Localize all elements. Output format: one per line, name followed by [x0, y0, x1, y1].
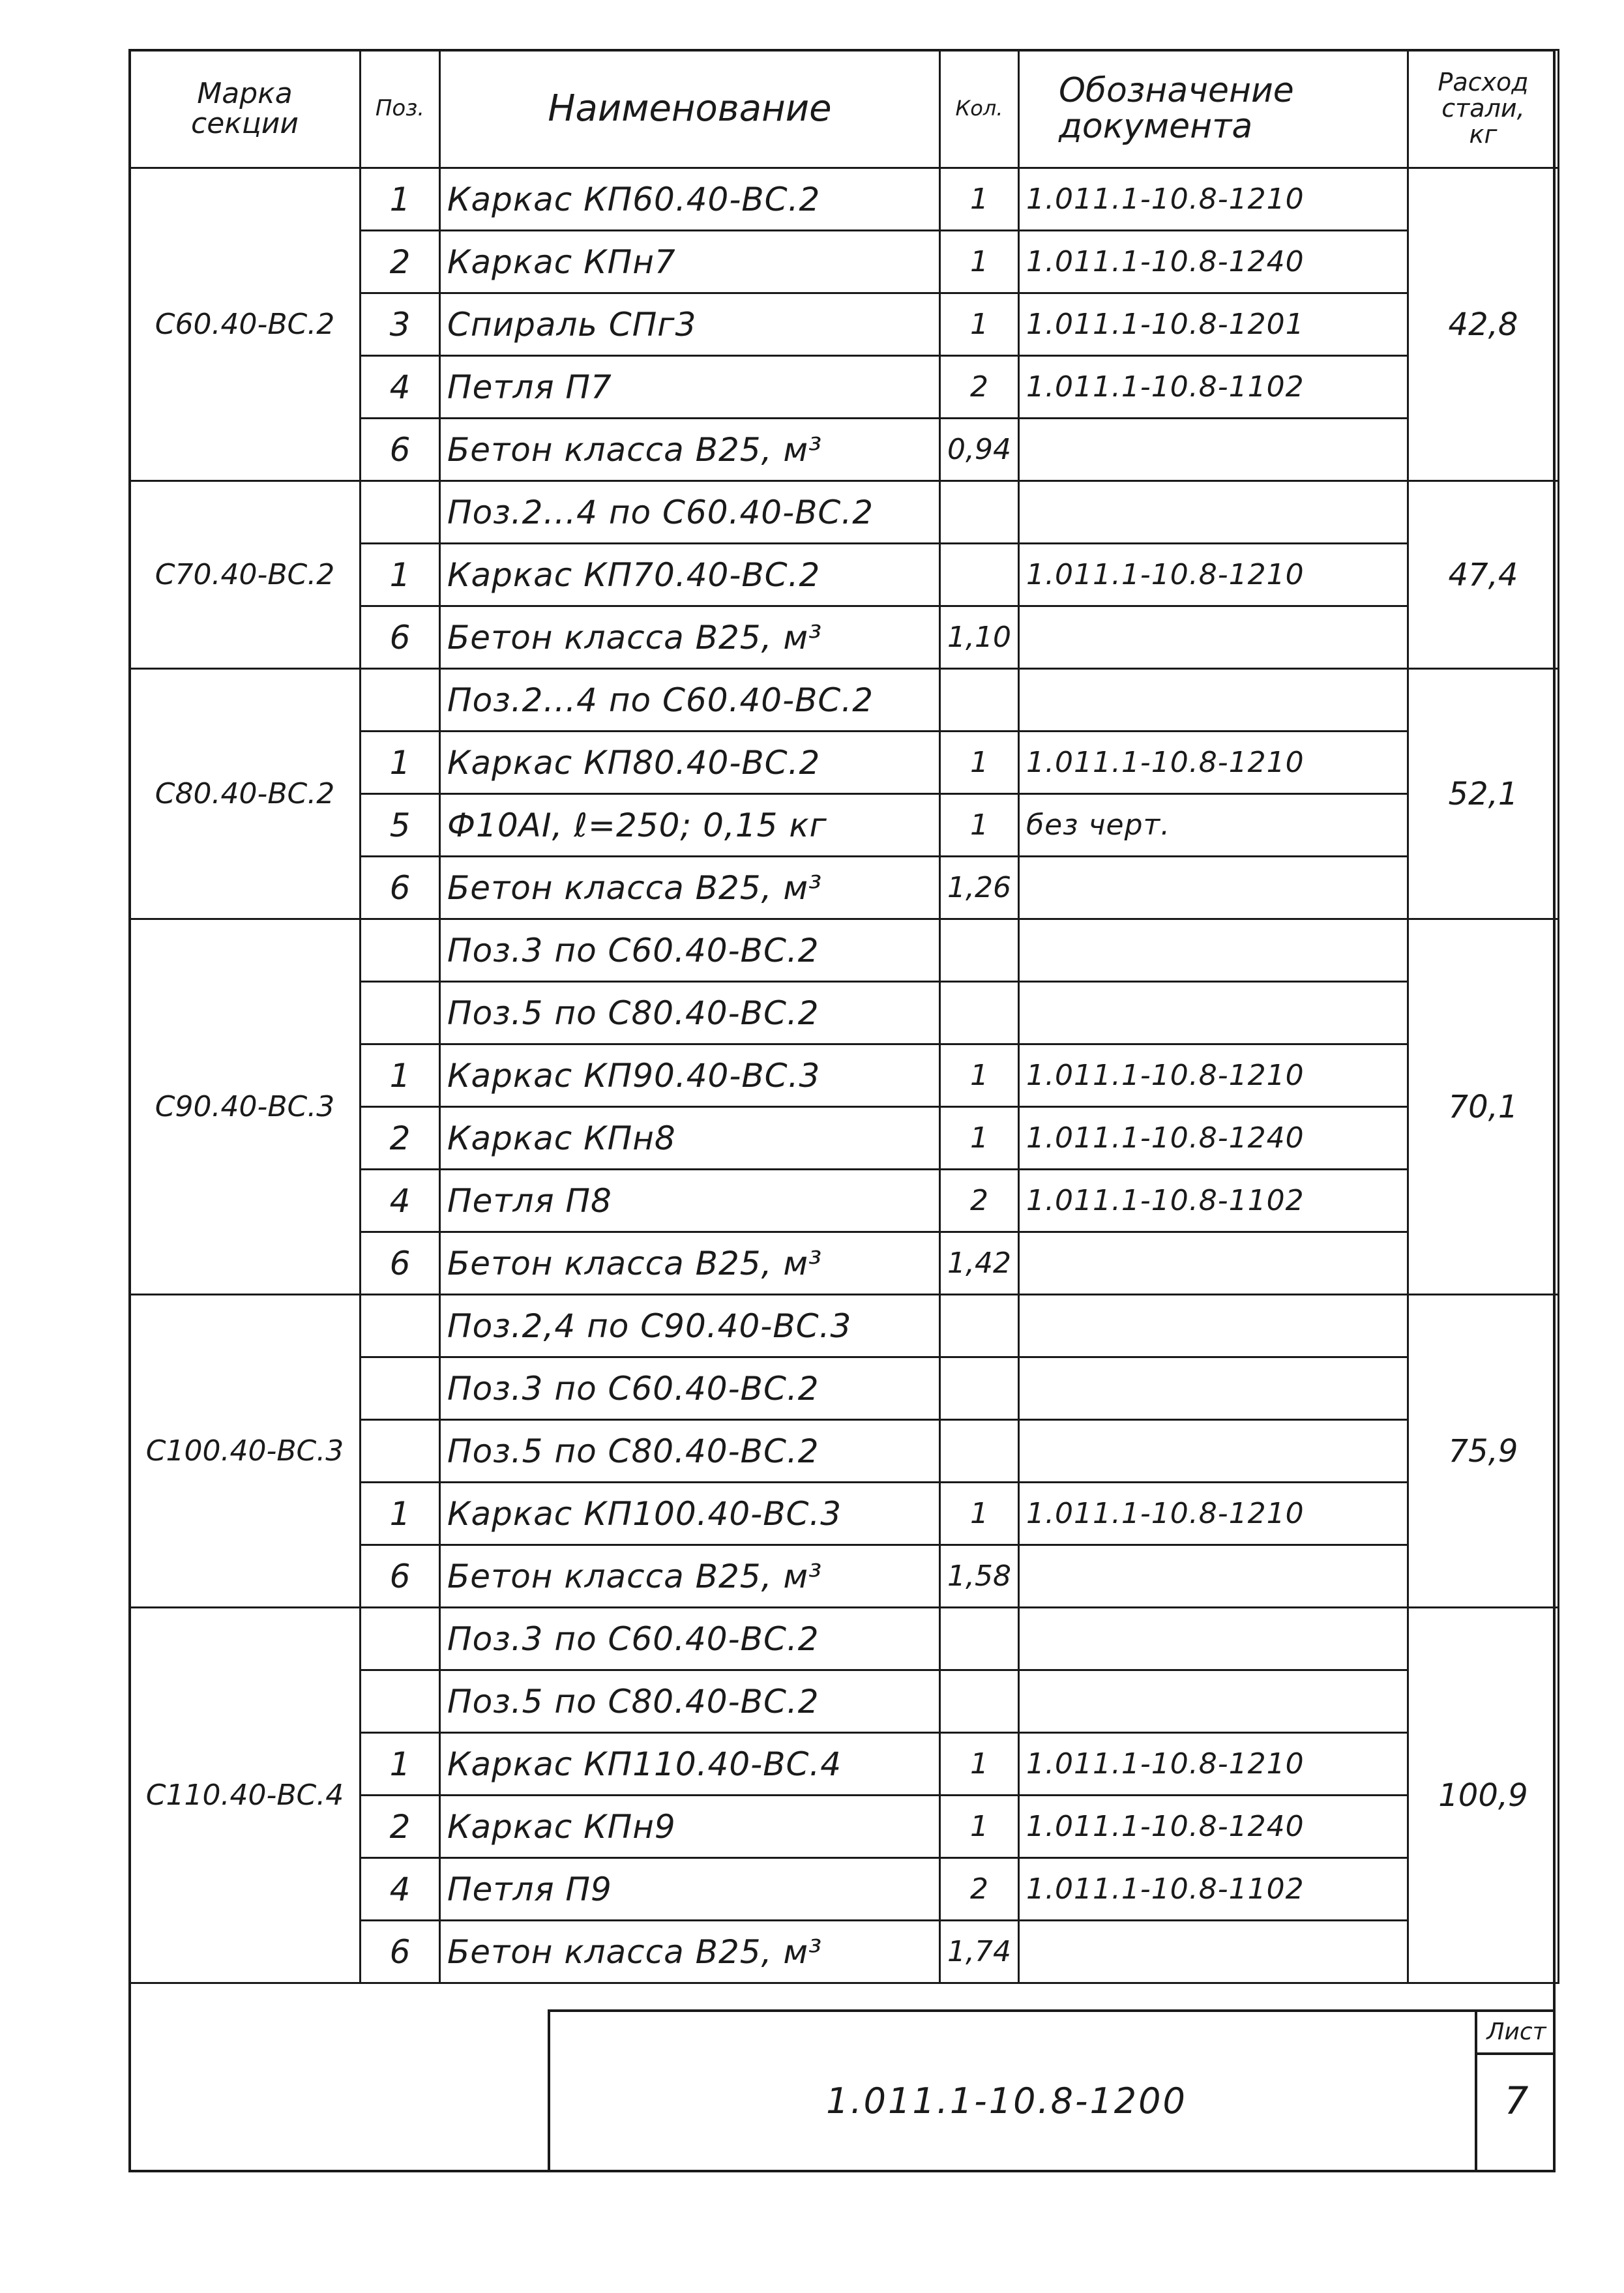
header-mark: Марка секции: [130, 50, 361, 168]
position-cell: 3: [361, 293, 440, 356]
position-cell: [361, 1608, 440, 1670]
document-cell: [1018, 481, 1408, 544]
position-cell: [361, 982, 440, 1044]
quantity-cell: 1,10: [940, 606, 1019, 669]
quantity-cell: [940, 669, 1019, 732]
quantity-cell: 1: [940, 794, 1019, 857]
quantity-cell: [940, 1295, 1019, 1357]
position-cell: 2: [361, 231, 440, 293]
steel-consumption: 100,9: [1408, 1608, 1558, 1983]
name-cell: Поз.5 по С80.40-ВС.2: [440, 982, 940, 1044]
quantity-cell: 1,26: [940, 857, 1019, 919]
name-cell: Поз.5 по С80.40-ВС.2: [440, 1420, 940, 1483]
name-cell: Бетон класса В25, м³: [440, 1545, 940, 1608]
quantity-cell: 1: [940, 1796, 1019, 1858]
name-cell: Бетон класса В25, м³: [440, 419, 940, 481]
quantity-cell: 1,42: [940, 1232, 1019, 1295]
name-cell: Поз.3 по С60.40-ВС.2: [440, 919, 940, 982]
quantity-cell: 1: [940, 293, 1019, 356]
steel-consumption: 52,1: [1408, 669, 1558, 919]
section-mark: С110.40-ВС.4: [130, 1608, 361, 1983]
position-cell: 1: [361, 544, 440, 606]
sheet-number: 7: [1504, 2078, 1529, 2123]
sheet-label: Лист: [1477, 2012, 1556, 2055]
document-cell: 1.011.1-10.8-1210: [1018, 1733, 1408, 1796]
document-cell: 1.011.1-10.8-1201: [1018, 293, 1408, 356]
document-cell: [1018, 919, 1408, 982]
table-row: [130, 168, 1559, 231]
name-cell: Поз.3 по С60.40-ВС.2: [440, 1608, 940, 1670]
header-pos: Поз.: [361, 50, 440, 168]
quantity-cell: 2: [940, 356, 1019, 419]
specification-body: [130, 168, 1559, 1983]
document-cell: 1.011.1-10.8-1102: [1018, 1858, 1408, 1921]
position-cell: [361, 1357, 440, 1420]
quantity-cell: 1: [940, 732, 1019, 794]
position-cell: 6: [361, 857, 440, 919]
position-cell: 5: [361, 794, 440, 857]
section-mark: С60.40-ВС.2: [130, 168, 361, 481]
position-cell: 6: [361, 606, 440, 669]
position-cell: 1: [361, 1733, 440, 1796]
header-row: [130, 50, 1559, 168]
table-row: [130, 669, 1559, 732]
name-cell: Каркас КПн7: [440, 231, 940, 293]
position-cell: 4: [361, 356, 440, 419]
table-row: [130, 1608, 1559, 1670]
name-cell: Каркас КП80.40-ВС.2: [440, 732, 940, 794]
document-cell: [1018, 1357, 1408, 1420]
steel-consumption: 70,1: [1408, 919, 1558, 1295]
name-cell: Петля П8: [440, 1170, 940, 1232]
name-cell: Бетон класса В25, м³: [440, 1232, 940, 1295]
quantity-cell: 1: [940, 1733, 1019, 1796]
section-mark: С80.40-ВС.2: [130, 669, 361, 919]
document-cell: [1018, 857, 1408, 919]
quantity-cell: [940, 1420, 1019, 1483]
position-cell: 4: [361, 1858, 440, 1921]
document-cell: 1.011.1-10.8-1210: [1018, 544, 1408, 606]
position-cell: 2: [361, 1796, 440, 1858]
table-row: [130, 1295, 1559, 1357]
steel-consumption: 42,8: [1408, 168, 1558, 481]
name-cell: Петля П7: [440, 356, 940, 419]
position-cell: 4: [361, 1170, 440, 1232]
position-cell: 6: [361, 1232, 440, 1295]
position-cell: [361, 669, 440, 732]
sheet-box: [1475, 2012, 1556, 2172]
table-row: [130, 919, 1559, 982]
document-cell: [1018, 1670, 1408, 1733]
document-cell: 1.011.1-10.8-1102: [1018, 1170, 1408, 1232]
document-cell: 1.011.1-10.8-1210: [1018, 732, 1408, 794]
title-block: [548, 2009, 1556, 2172]
position-cell: [361, 1420, 440, 1483]
document-cell: [1018, 606, 1408, 669]
section-mark: С100.40-ВС.3: [130, 1295, 361, 1608]
steel-consumption: 75,9: [1408, 1295, 1558, 1608]
quantity-cell: 1: [940, 1044, 1019, 1107]
quantity-cell: 0,94: [940, 419, 1019, 481]
name-cell: Бетон класса В25, м³: [440, 606, 940, 669]
document-cell: 1.011.1-10.8-1210: [1018, 1044, 1408, 1107]
position-cell: [361, 919, 440, 982]
document-cell: [1018, 1921, 1408, 1983]
document-cell: 1.011.1-10.8-1210: [1018, 168, 1408, 231]
position-cell: 6: [361, 1921, 440, 1983]
quantity-cell: [940, 982, 1019, 1044]
name-cell: Каркас КПн9: [440, 1796, 940, 1858]
document-cell: 1.011.1-10.8-1102: [1018, 356, 1408, 419]
document-code: 1.011.1-10.8-1200: [826, 2080, 1187, 2122]
name-cell: Петля П9: [440, 1858, 940, 1921]
steel-consumption: 47,4: [1408, 481, 1558, 669]
name-cell: Каркас КП60.40-ВС.2: [440, 168, 940, 231]
quantity-cell: 2: [940, 1170, 1019, 1232]
name-cell: Каркас КПн8: [440, 1107, 940, 1170]
quantity-cell: 2: [940, 1858, 1019, 1921]
document-cell: [1018, 982, 1408, 1044]
header-name: Наименование: [440, 50, 940, 168]
quantity-cell: [940, 1357, 1019, 1420]
document-cell: [1018, 1232, 1408, 1295]
name-cell: Каркас КП100.40-ВС.3: [440, 1483, 940, 1545]
document-cell: 1.011.1-10.8-1240: [1018, 1107, 1408, 1170]
section-mark: С70.40-ВС.2: [130, 481, 361, 669]
header-qty: Кол.: [940, 50, 1019, 168]
quantity-cell: 1,58: [940, 1545, 1019, 1608]
quantity-cell: [940, 1670, 1019, 1733]
document-cell: 1.011.1-10.8-1210: [1018, 1483, 1408, 1545]
quantity-cell: 1: [940, 168, 1019, 231]
position-cell: 1: [361, 1483, 440, 1545]
name-cell: Спираль СПг3: [440, 293, 940, 356]
quantity-cell: 1,74: [940, 1921, 1019, 1983]
document-cell: [1018, 1545, 1408, 1608]
name-cell: Бетон класса В25, м³: [440, 857, 940, 919]
name-cell: Поз.2...4 по С60.40-ВС.2: [440, 669, 940, 732]
position-cell: 6: [361, 419, 440, 481]
position-cell: 1: [361, 1044, 440, 1107]
name-cell: Поз.3 по С60.40-ВС.2: [440, 1357, 940, 1420]
position-cell: 2: [361, 1107, 440, 1170]
document-cell: без черт.: [1018, 794, 1408, 857]
name-cell: Ф10АI, ℓ=250; 0,15 кг: [440, 794, 940, 857]
header-doc: Обозначение документа: [1018, 50, 1408, 168]
name-cell: Поз.2...4 по С60.40-ВС.2: [440, 481, 940, 544]
name-cell: Поз.5 по С80.40-ВС.2: [440, 1670, 940, 1733]
position-cell: [361, 481, 440, 544]
position-cell: 1: [361, 168, 440, 231]
table-row: [130, 481, 1559, 544]
position-cell: [361, 1670, 440, 1733]
document-cell: [1018, 1295, 1408, 1357]
quantity-cell: [940, 481, 1019, 544]
quantity-cell: 1: [940, 1107, 1019, 1170]
header-steel: Расход стали, кг: [1408, 50, 1558, 168]
name-cell: Поз.2,4 по С90.40-ВС.3: [440, 1295, 940, 1357]
position-cell: [361, 1295, 440, 1357]
name-cell: Каркас КП70.40-ВС.2: [440, 544, 940, 606]
specification-table: [128, 49, 1559, 1984]
document-cell: [1018, 419, 1408, 481]
quantity-cell: [940, 919, 1019, 982]
quantity-cell: 1: [940, 1483, 1019, 1545]
document-cell: 1.011.1-10.8-1240: [1018, 1796, 1408, 1858]
name-cell: Каркас КП110.40-ВС.4: [440, 1733, 940, 1796]
quantity-cell: [940, 1608, 1019, 1670]
document-cell: [1018, 1420, 1408, 1483]
quantity-cell: 1: [940, 231, 1019, 293]
position-cell: 1: [361, 732, 440, 794]
document-cell: [1018, 1608, 1408, 1670]
section-mark: С90.40-ВС.3: [130, 919, 361, 1295]
document-cell: 1.011.1-10.8-1240: [1018, 231, 1408, 293]
name-cell: Бетон класса В25, м³: [440, 1921, 940, 1983]
position-cell: 6: [361, 1545, 440, 1608]
name-cell: Каркас КП90.40-ВС.3: [440, 1044, 940, 1107]
document-cell: [1018, 669, 1408, 732]
quantity-cell: [940, 544, 1019, 606]
